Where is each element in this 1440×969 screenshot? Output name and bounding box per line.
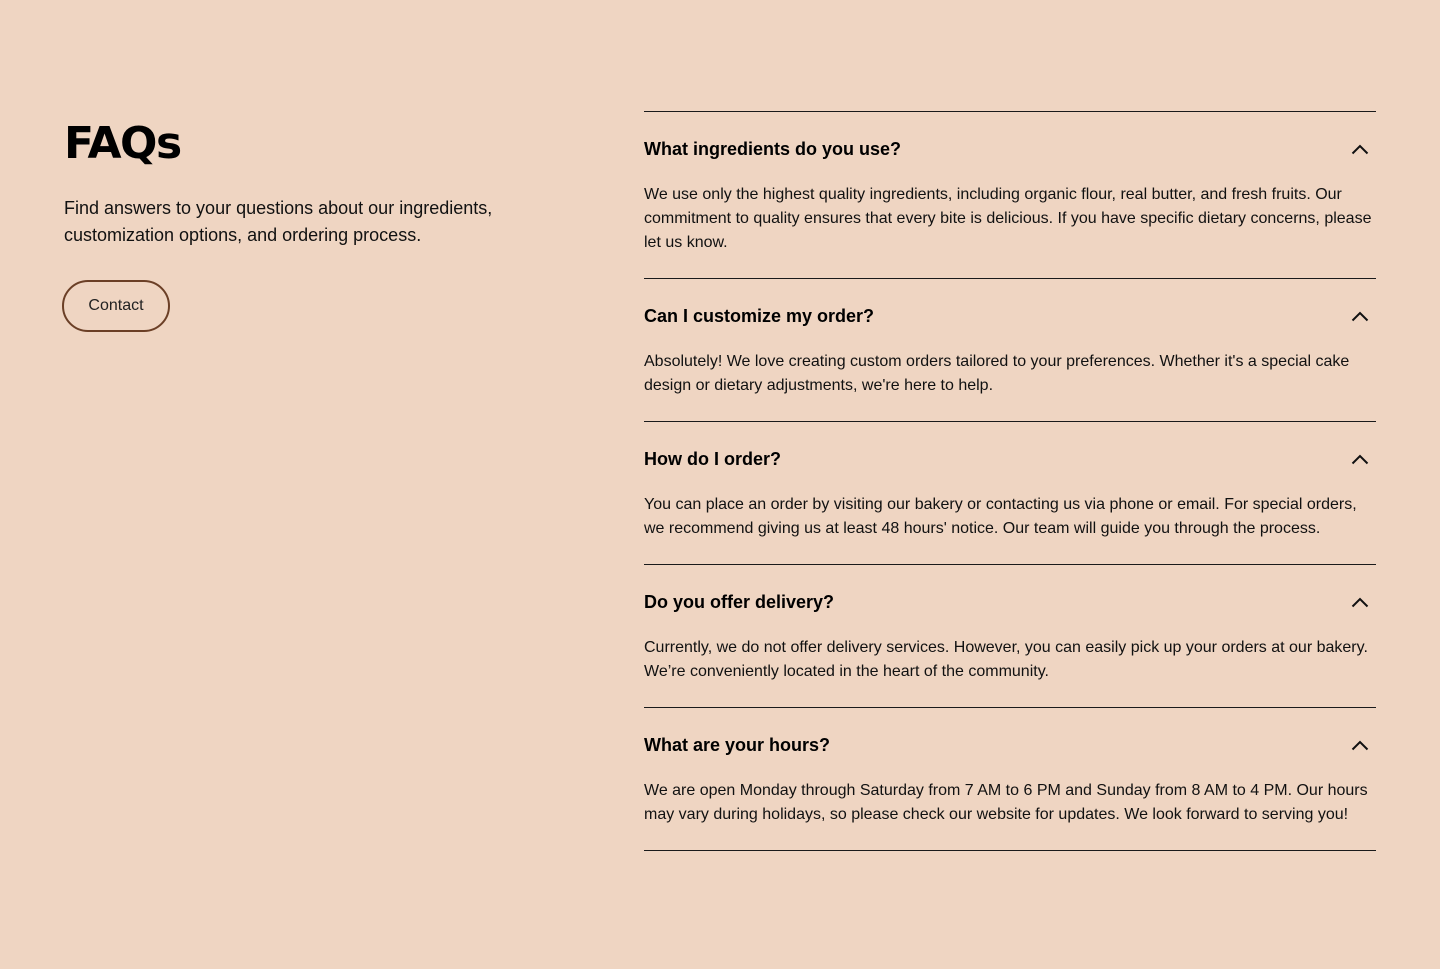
faq-question-toggle[interactable] — [644, 136, 1376, 162]
chevron-up-icon[interactable] — [1350, 139, 1370, 159]
faq-question: Do you offer delivery? — [644, 591, 835, 612]
faq-item — [644, 565, 1376, 708]
faq-question-toggle[interactable] — [644, 303, 1376, 329]
faq-description: Find answers to your questions about our ingredients, customization options, and ordering process. — [64, 198, 493, 245]
chevron-up-icon[interactable] — [1350, 592, 1370, 612]
faq-question-toggle[interactable] — [644, 589, 1376, 615]
chevron-up-icon[interactable] — [1350, 735, 1370, 755]
faq-answer: You can place an order by visiting our bakery or contacting us via phone or email. For special orders, we recommend giving us at least 48 hours' notice. Our team will guide you through the process. — [644, 496, 1357, 537]
faq-item — [644, 422, 1376, 565]
faq-item — [644, 112, 1376, 279]
faq-answer: We are open Monday through Saturday from 7 AM to 6 PM and Sunday from 8 AM to 4 PM. Our hours may vary during holidays, so please check our website for updates. We look forward to serving you! — [644, 782, 1368, 823]
faq-intro-section — [64, 112, 534, 332]
faq-answer: We use only the highest quality ingredients, including organic flour, real butter, and fresh fruits. Our commitment to quality ensures that every bite is delicious. If you have specific dietary concerns, please let us know. — [644, 186, 1372, 251]
chevron-up-icon[interactable] — [1350, 306, 1370, 326]
faq-answer: Currently, we do not offer delivery services. However, you can easily pick up your orders at our bakery. We’re conveniently located in the heart of the community. — [644, 639, 1368, 680]
chevron-up-icon[interactable] — [1350, 449, 1370, 469]
faq-answer: Absolutely! We love creating custom orders tailored to your preferences. Whether it's a special cake design or dietary adjustments, we're here to help. — [644, 353, 1350, 394]
faq-question: Can I customize my order? — [644, 305, 875, 326]
faq-question: What ingredients do you use? — [644, 138, 902, 159]
page-title: FAQs — [64, 118, 181, 169]
faq-item — [644, 708, 1376, 851]
faq-question: What are your hours? — [644, 734, 831, 755]
faq-accordion — [644, 111, 1376, 851]
faq-question-toggle[interactable] — [644, 732, 1376, 758]
faq-question-toggle[interactable] — [644, 446, 1376, 472]
faq-item — [644, 279, 1376, 422]
faq-question: How do I order? — [644, 448, 781, 469]
contact-button[interactable]: Contact — [62, 280, 170, 332]
